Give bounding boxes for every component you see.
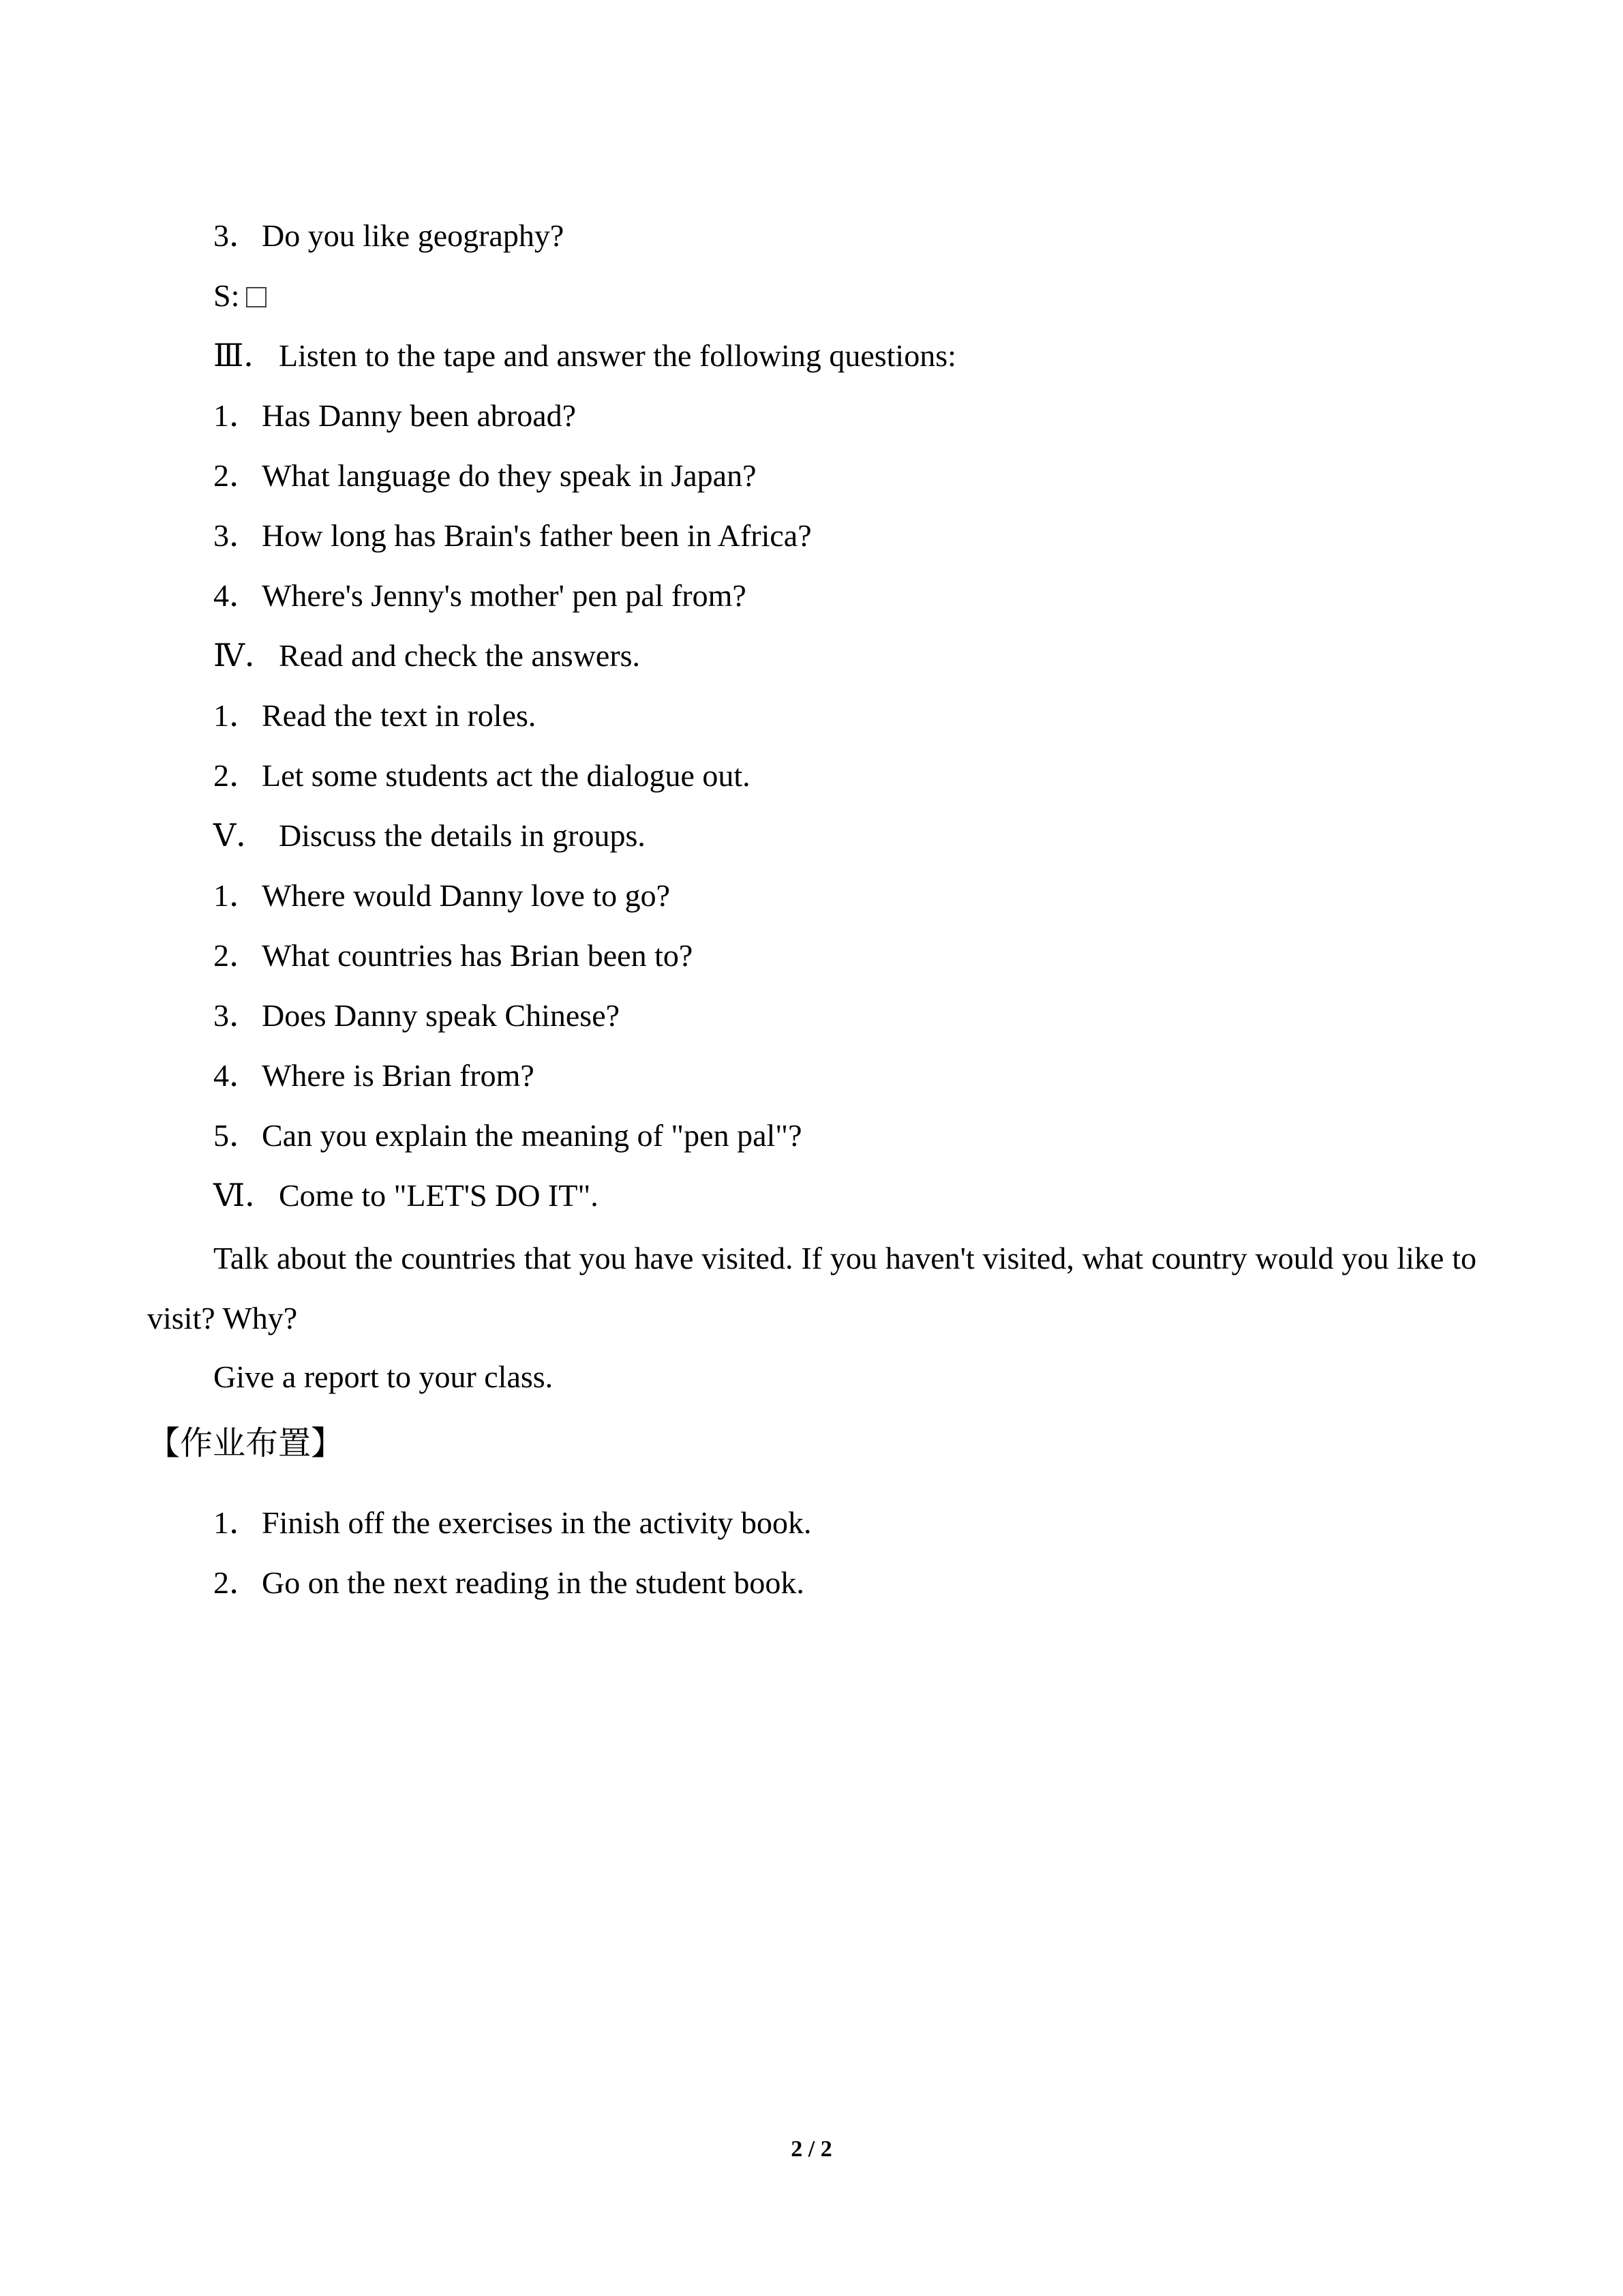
list-item bbox=[213, 455, 757, 496]
item-text: What language do they speak in Japan? bbox=[262, 458, 757, 493]
item-text: How long has Brain's father been in Africa? bbox=[262, 518, 812, 553]
talk-paragraph: Talk about the countries that you have visited. If you haven't visited, what country would you like to visit? Why? bbox=[147, 1241, 1476, 1335]
item-number: 2． bbox=[213, 1565, 260, 1600]
section-5-heading bbox=[213, 815, 646, 856]
item-text: Finish off the exercises in the activity book. bbox=[262, 1505, 812, 1540]
item-number: 1． bbox=[213, 1505, 260, 1540]
paragraph-text: Give a report to your class. bbox=[213, 1359, 553, 1394]
item-number: 4． bbox=[213, 578, 260, 613]
section-number: Ⅴ． bbox=[213, 818, 268, 853]
item-text: Read the text in roles. bbox=[262, 698, 536, 733]
item-text: Does Danny speak Chinese? bbox=[262, 998, 620, 1033]
homework-heading: 【作业布置】 bbox=[147, 1424, 344, 1462]
section-6-heading bbox=[213, 1175, 598, 1216]
item-number: 5． bbox=[213, 1118, 260, 1153]
item-number: 2． bbox=[213, 938, 260, 973]
homework-item bbox=[213, 1502, 812, 1543]
report-paragraph bbox=[213, 1357, 553, 1398]
list-item bbox=[213, 1055, 534, 1096]
item-text: What countries has Brian been to? bbox=[262, 938, 693, 973]
item-text: Where would Danny love to go? bbox=[262, 878, 671, 913]
student-label: S: bbox=[213, 278, 240, 313]
item-number: 3． bbox=[213, 218, 260, 253]
section-4-heading bbox=[213, 635, 640, 676]
item-number: 1． bbox=[213, 398, 260, 433]
list-item bbox=[213, 1115, 802, 1156]
list-item bbox=[213, 875, 670, 916]
section-number: Ⅲ． bbox=[213, 338, 275, 373]
page-number: 2 / 2 bbox=[791, 2136, 832, 2162]
section-text: Read and check the answers. bbox=[279, 638, 641, 673]
list-item bbox=[213, 755, 750, 796]
section-text: Listen to the tape and answer the following questions: bbox=[279, 338, 956, 373]
item-number: 4． bbox=[213, 1058, 260, 1093]
item-text: Let some students act the dialogue out. bbox=[262, 758, 750, 793]
section-text: Discuss the details in groups. bbox=[279, 818, 646, 853]
section-3-heading bbox=[213, 335, 956, 376]
list-item bbox=[213, 395, 576, 436]
item-number: 2． bbox=[213, 758, 260, 793]
item-number: 2． bbox=[213, 458, 260, 493]
student-answer-line bbox=[213, 275, 267, 316]
section-text: Come to "LET'S DO IT". bbox=[279, 1178, 598, 1213]
item-number: 3． bbox=[213, 518, 260, 553]
question-3-geography bbox=[213, 215, 564, 256]
list-item bbox=[213, 575, 746, 616]
homework-item bbox=[213, 1562, 804, 1603]
item-number: 3． bbox=[213, 998, 260, 1033]
section-number: Ⅵ． bbox=[213, 1178, 277, 1213]
list-item bbox=[213, 935, 693, 976]
empty-box-icon bbox=[246, 287, 267, 307]
list-item bbox=[213, 515, 812, 556]
item-text: Has Danny been abroad? bbox=[262, 398, 577, 433]
list-item bbox=[213, 995, 620, 1036]
item-number: 1． bbox=[213, 698, 260, 733]
item-text: Do you like geography? bbox=[262, 218, 564, 253]
item-text: Go on the next reading in the student book. bbox=[262, 1565, 804, 1600]
item-number: 1． bbox=[213, 878, 260, 913]
item-text: Where's Jenny's mother' pen pal from? bbox=[262, 578, 746, 613]
item-text: Where is Brian from? bbox=[262, 1058, 534, 1093]
item-text: Can you explain the meaning of "pen pal"? bbox=[262, 1118, 802, 1153]
section-number: Ⅳ． bbox=[213, 638, 276, 673]
list-item bbox=[213, 695, 536, 736]
